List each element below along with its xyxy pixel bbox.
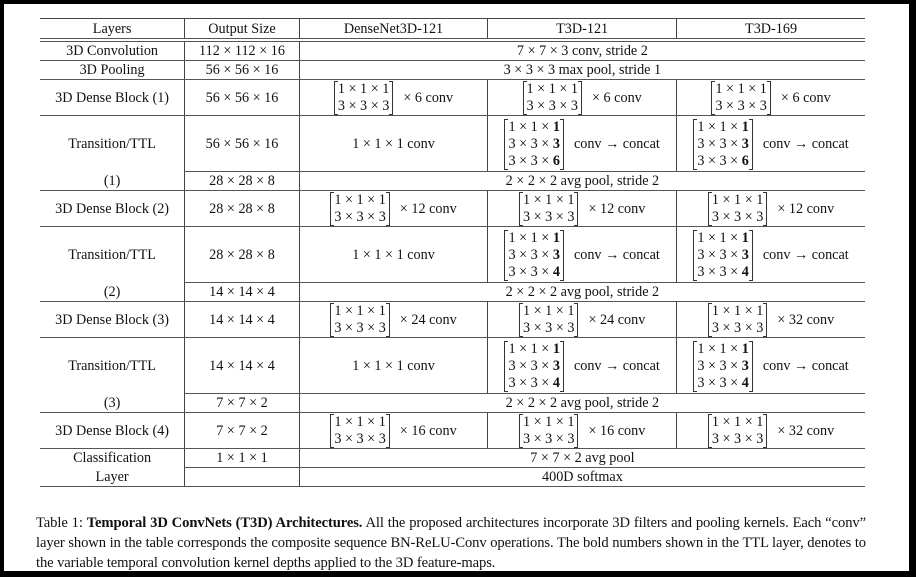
layer-name: 3D Convolution bbox=[40, 40, 185, 61]
shared-config: 7 × 7 × 2 avg pool bbox=[299, 449, 865, 468]
kernel-matrix: 1 × 1 × 1 3 × 3 × 3 bbox=[519, 414, 578, 448]
layer-name: 3D Dense Block (2) bbox=[40, 191, 185, 227]
layer-number: (1) bbox=[40, 172, 185, 191]
kernel-matrix: 1 × 1 × 1 3 × 3 × 3 bbox=[708, 414, 767, 448]
shared-config: 2 × 2 × 2 avg pool, stride 2 bbox=[299, 283, 865, 302]
densenet-config: 1 × 1 × 1 3 × 3 × 3 × 6 conv bbox=[299, 80, 487, 116]
t3d169-config: 1 × 1 × 1 3 × 3 × 3 × 6 conv bbox=[677, 80, 865, 116]
table-row bbox=[40, 449, 865, 468]
header-output-size: Output Size bbox=[185, 19, 300, 41]
header-t3d-121: T3D-121 bbox=[488, 19, 677, 41]
layer-number: (3) bbox=[40, 394, 185, 413]
table-row bbox=[40, 116, 865, 172]
t3d169-config: 1 × 1 × 1 3 × 3 × 3 3 × 3 × 4 conv → concat bbox=[677, 227, 865, 283]
layer-name: 3D Dense Block (1) bbox=[40, 80, 185, 116]
architecture-table bbox=[40, 18, 865, 487]
t3d121-config: 1 × 1 × 1 3 × 3 × 3 × 6 conv bbox=[488, 80, 677, 116]
layer-name: Classification bbox=[73, 450, 152, 467]
layer-name: Transition/TTL bbox=[68, 357, 156, 374]
densenet-config: 1 × 1 × 1 conv bbox=[299, 227, 487, 283]
output-size bbox=[185, 468, 300, 487]
output-size: 14 × 14 × 4 bbox=[185, 338, 300, 394]
shared-config: 7 × 7 × 3 conv, stride 2 bbox=[299, 40, 865, 61]
layer-name: 3D Pooling bbox=[40, 61, 185, 80]
kernel-matrix: 1 × 1 × 1 3 × 3 × 3 bbox=[519, 303, 578, 337]
output-size: 112 × 112 × 16 bbox=[185, 40, 300, 61]
output-size: 14 × 14 × 4 bbox=[185, 283, 300, 302]
output-size: 14 × 14 × 4 bbox=[185, 302, 300, 338]
t3d169-config: 1 × 1 × 1 3 × 3 × 3 × 12 conv bbox=[677, 191, 865, 227]
t3d121-config: 1 × 1 × 1 3 × 3 × 3 × 24 conv bbox=[488, 302, 677, 338]
output-size: 28 × 28 × 8 bbox=[185, 227, 300, 283]
ttl-kernel-matrix: 1 × 1 × 1 3 × 3 × 3 3 × 3 × 6 bbox=[693, 119, 752, 170]
shared-config: 2 × 2 × 2 avg pool, stride 2 bbox=[299, 394, 865, 413]
table-row bbox=[40, 338, 865, 394]
output-size: 7 × 7 × 2 bbox=[185, 394, 300, 413]
densenet-config: 1 × 1 × 1 3 × 3 × 3 × 24 conv bbox=[299, 302, 487, 338]
kernel-matrix: 1 × 1 × 1 3 × 3 × 3 bbox=[708, 303, 767, 337]
table-row bbox=[40, 227, 865, 283]
output-size: 56 × 56 × 16 bbox=[185, 61, 300, 80]
output-size: 56 × 56 × 16 bbox=[185, 80, 300, 116]
header-row bbox=[40, 19, 865, 41]
kernel-matrix: 1 × 1 × 1 3 × 3 × 3 bbox=[330, 303, 389, 337]
table-row bbox=[40, 394, 865, 413]
kernel-matrix: 1 × 1 × 1 3 × 3 × 3 bbox=[711, 81, 770, 115]
table-caption bbox=[36, 513, 866, 573]
header-densenet3d-121: DenseNet3D-121 bbox=[299, 19, 487, 41]
layer-name: Transition/TTL bbox=[68, 135, 156, 152]
header-t3d-169: T3D-169 bbox=[677, 19, 865, 41]
table-row bbox=[40, 172, 865, 191]
paper-page bbox=[4, 4, 909, 571]
layer-name: Transition/TTL bbox=[68, 246, 156, 263]
shared-config: 2 × 2 × 2 avg pool, stride 2 bbox=[299, 172, 865, 191]
layer-name-cont: Layer bbox=[40, 468, 185, 487]
table-row bbox=[40, 413, 865, 449]
densenet-config: 1 × 1 × 1 3 × 3 × 3 × 16 conv bbox=[299, 413, 487, 449]
t3d121-config: 1 × 1 × 1 3 × 3 × 3 3 × 3 × 4 conv → concat bbox=[488, 338, 677, 394]
table-row bbox=[40, 61, 865, 80]
kernel-matrix: 1 × 1 × 1 3 × 3 × 3 bbox=[334, 81, 393, 115]
table-row bbox=[40, 468, 865, 487]
t3d121-config: 1 × 1 × 1 3 × 3 × 3 × 16 conv bbox=[488, 413, 677, 449]
ttl-kernel-matrix: 1 × 1 × 1 3 × 3 × 3 3 × 3 × 4 bbox=[693, 230, 752, 281]
caption-body: All the proposed architectures incorporate 3D filters and pooling kernels. Each “conv” layer shown in the table corresponds the composite sequence BN-ReLU-Conv operations. The bold numbers shown in the TTL layer, denotes to the variable temporal convolution kernel depths applied to the 3D feature-maps. bbox=[36, 515, 866, 571]
t3d169-config: 1 × 1 × 1 3 × 3 × 3 3 × 3 × 4 conv → concat bbox=[677, 338, 865, 394]
kernel-matrix: 1 × 1 × 1 3 × 3 × 3 bbox=[519, 192, 578, 226]
t3d169-config: 1 × 1 × 1 3 × 3 × 3 × 32 conv bbox=[677, 302, 865, 338]
ttl-kernel-matrix: 1 × 1 × 1 3 × 3 × 3 3 × 3 × 4 bbox=[504, 341, 563, 392]
t3d121-config: 1 × 1 × 1 3 × 3 × 3 × 12 conv bbox=[488, 191, 677, 227]
layer-name: 3D Dense Block (4) bbox=[40, 413, 185, 449]
table-row bbox=[40, 283, 865, 302]
t3d121-config: 1 × 1 × 1 3 × 3 × 3 3 × 3 × 4 conv → concat bbox=[488, 227, 677, 283]
layer-number: (2) bbox=[40, 283, 185, 302]
t3d121-config: 1 × 1 × 1 3 × 3 × 3 3 × 3 × 6 conv → concat bbox=[488, 116, 677, 172]
kernel-matrix: 1 × 1 × 1 3 × 3 × 3 bbox=[708, 192, 767, 226]
table-row bbox=[40, 40, 865, 61]
shared-config: 400D softmax bbox=[299, 468, 865, 487]
t3d169-config: 1 × 1 × 1 3 × 3 × 3 3 × 3 × 6 conv → concat bbox=[677, 116, 865, 172]
shared-config: 3 × 3 × 3 max pool, stride 1 bbox=[299, 61, 865, 80]
caption-label: Table 1: bbox=[36, 515, 87, 531]
t3d169-config: 1 × 1 × 1 3 × 3 × 3 × 32 conv bbox=[677, 413, 865, 449]
caption-title: Temporal 3D ConvNets (T3D) Architectures. bbox=[86, 515, 363, 531]
output-size: 28 × 28 × 8 bbox=[185, 191, 300, 227]
ttl-kernel-matrix: 1 × 1 × 1 3 × 3 × 3 3 × 3 × 4 bbox=[504, 230, 563, 281]
output-size: 28 × 28 × 8 bbox=[185, 172, 300, 191]
output-size: 56 × 56 × 16 bbox=[185, 116, 300, 172]
layer-name: 3D Dense Block (3) bbox=[40, 302, 185, 338]
densenet-config: 1 × 1 × 1 conv bbox=[299, 338, 487, 394]
kernel-matrix: 1 × 1 × 1 3 × 3 × 3 bbox=[330, 414, 389, 448]
ttl-kernel-matrix: 1 × 1 × 1 3 × 3 × 3 3 × 3 × 4 bbox=[693, 341, 752, 392]
table-row bbox=[40, 302, 865, 338]
output-size: 7 × 7 × 2 bbox=[185, 413, 300, 449]
header-layers: Layers bbox=[40, 19, 185, 41]
ttl-kernel-matrix: 1 × 1 × 1 3 × 3 × 3 3 × 3 × 6 bbox=[504, 119, 563, 170]
table-row bbox=[40, 80, 865, 116]
densenet-config: 1 × 1 × 1 conv bbox=[299, 116, 487, 172]
table-row bbox=[40, 191, 865, 227]
kernel-matrix: 1 × 1 × 1 3 × 3 × 3 bbox=[330, 192, 389, 226]
densenet-config: 1 × 1 × 1 3 × 3 × 3 × 12 conv bbox=[299, 191, 487, 227]
kernel-matrix: 1 × 1 × 1 3 × 3 × 3 bbox=[523, 81, 582, 115]
output-size: 1 × 1 × 1 bbox=[185, 449, 300, 468]
